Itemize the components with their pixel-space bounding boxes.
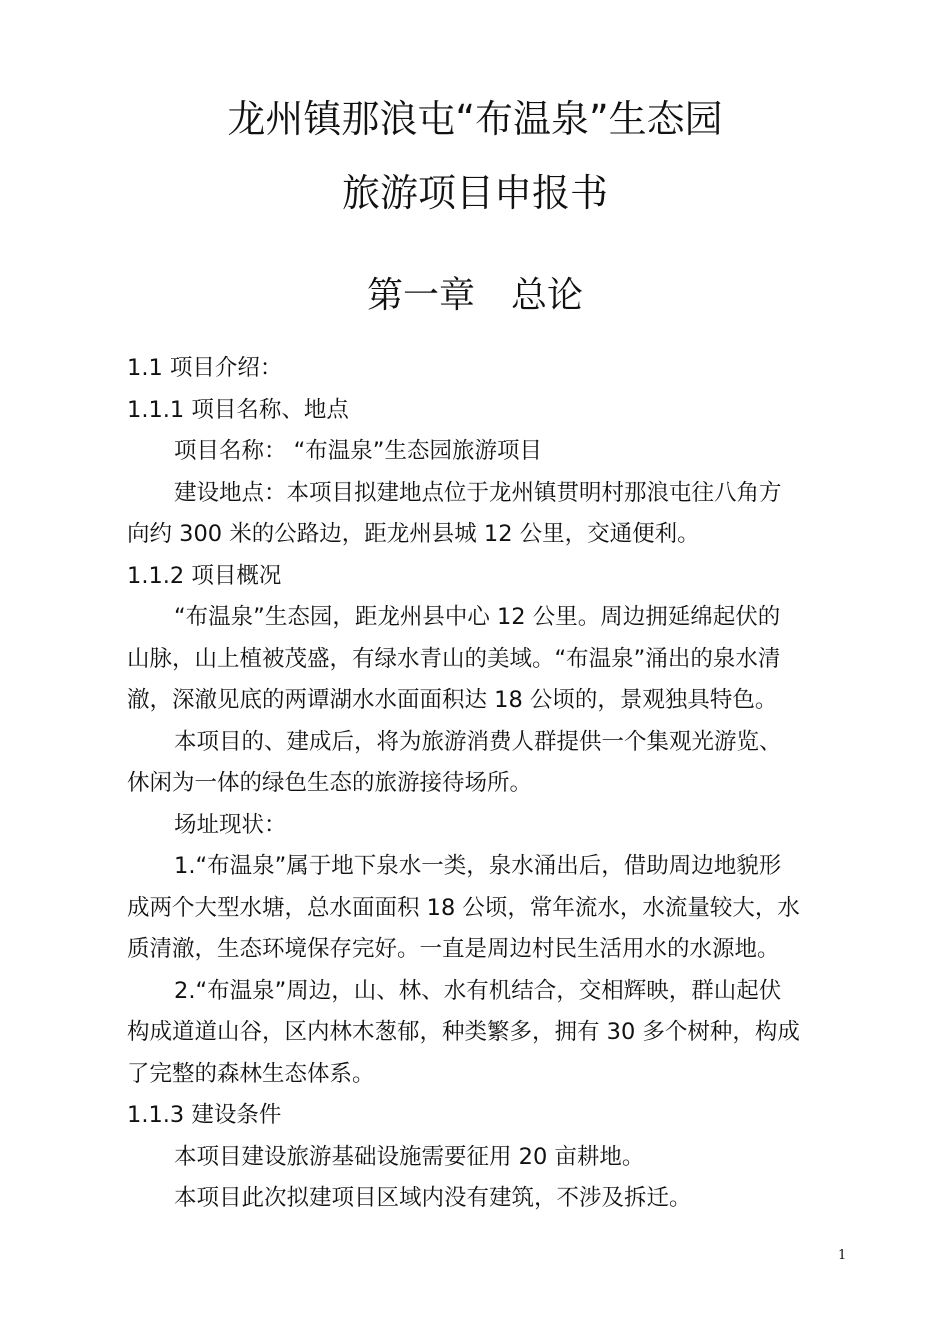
chapter-heading (0, 272, 950, 320)
document-title-line-2: 旅游项目申报书 (341, 171, 608, 215)
list-item-line: 了完整的森林生态体系。 (127, 1060, 375, 1087)
list-item-line: 2.“布温泉”周边，山、林、水有机结合，交相辉映，群山起伏 (174, 977, 782, 1004)
document-body (127, 348, 831, 1220)
paragraph-line: “布温泉”生态园，距龙州县中心 12 公里。周边拥延绵起伏的 (174, 604, 781, 630)
paragraph-line: 本项目的、建成后，将为旅游消费人群提供一个集观光游览、 (174, 728, 782, 755)
paragraph-line: 山脉，山上植被茂盛，有绿水青山的美域。“布温泉”涌出的泉水清 (127, 645, 781, 672)
document-title-line-1: 龙州镇那浪屯“布温泉”生态园 (227, 97, 723, 141)
paragraph-line: 建设地点：本项目拟建地点位于龙州镇贯明村那浪屯往八角方 (174, 479, 782, 506)
list-item-line: 成两个大型水塘，总水面面积 18 公顷，常年流水，水流量较大，水 (127, 894, 800, 921)
subsection-heading: 1.1.3 建设条件 (127, 1102, 282, 1128)
list-item-line: 构成道道山谷，区内林木葱郁，种类繁多，拥有 30 多个树种，构成 (127, 1019, 800, 1045)
section-heading: 1.1 项目介绍： (127, 355, 283, 381)
list-item-line: 1.“布温泉”属于地下泉水一类，泉水涌出后，借助周边地貌形 (174, 853, 782, 879)
paragraph-line: 本项目此次拟建项目区域内没有建筑，不涉及拆迁。 (174, 1185, 692, 1211)
list-item-line: 质清澈，生态环境保存完好。一直是周边村民生活用水的水源地。 (127, 936, 780, 962)
chapter-name: 总论 (511, 275, 584, 316)
subsection-heading: 1.1.2 项目概况 (127, 562, 282, 589)
page-number: 1 (838, 1248, 847, 1263)
paragraph-line: 本项目建设旅游基础设施需要征用 20 亩耕地。 (174, 1143, 645, 1170)
paragraph-line: 场址现状： (174, 811, 287, 838)
chapter-number: 第一章 (366, 275, 475, 316)
paragraph-line: 澈，深澈见底的两谭湖水水面面积达 18 公顷的，景观独具特色。 (127, 687, 778, 713)
paragraph-line: 休闲为一体的绿色生态的旅游接待场所。 (127, 770, 533, 796)
subsection-heading: 1.1.1 项目名称、地点 (127, 396, 349, 423)
paragraph-line: 向约 300 米的公路边，距龙州县城 12 公里，交通便利。 (127, 521, 700, 547)
project-name-line: 项目名称： “布温泉”生态园旅游项目 (174, 438, 542, 464)
